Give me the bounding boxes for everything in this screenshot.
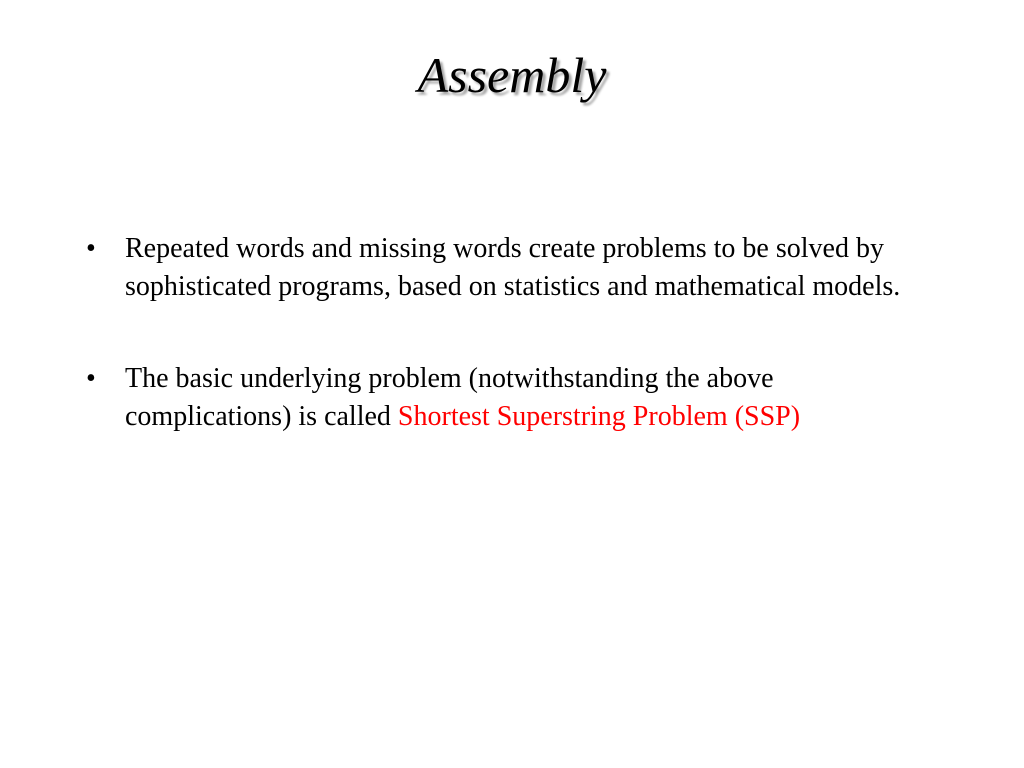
bullet-item-underlying-problem xyxy=(0,360,925,436)
slide-title: Assembly xyxy=(417,47,607,103)
bullet-icon: • xyxy=(86,233,96,264)
bullet-text: The basic underlying problem (notwithstanding the above complications) is called xyxy=(125,363,774,432)
bullet-text: Repeated words and missing words create problems to be solved by sophisticated programs, based on statistics and mathematical models. xyxy=(125,233,901,302)
highlighted-term: Shortest Superstring Problem (SSP) xyxy=(397,401,801,432)
bullet-item-repeated-words xyxy=(0,230,925,306)
bullet-list xyxy=(0,230,1024,490)
bullet-icon: • xyxy=(86,363,96,394)
